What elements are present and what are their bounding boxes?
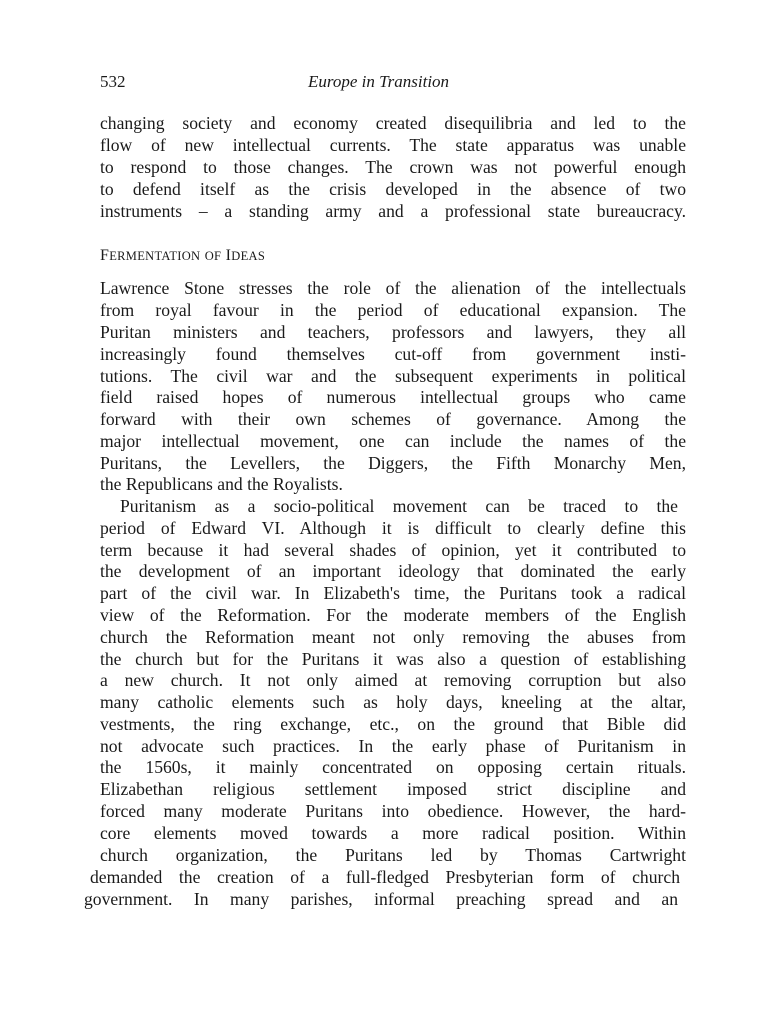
text-line: government. In many parishes, informal preaching spread and an <box>84 889 678 909</box>
text-line: changing society and economy created disequilibria and led to the <box>100 113 686 133</box>
text-line: the Republicans and the Royalists. <box>100 474 343 494</box>
text-line: instruments – a standing army and a professional state bureaucracy. <box>100 201 686 221</box>
text-line: Lawrence Stone stresses the role of the alienation of the intellectuals <box>100 278 686 298</box>
text-line: church organization, the Puritans led by Thomas Cartwright <box>100 845 686 865</box>
heading-initial: I <box>225 247 232 264</box>
text-line: increasingly found themselves cut-off from government insti- <box>100 344 686 364</box>
text-line: view of the Reformation. For the moderate members of the English <box>100 605 686 625</box>
text-line: to defend itself as the crisis developed in the absence of two <box>100 179 686 199</box>
page-number: 532 <box>100 72 126 91</box>
text-line: period of Edward VI. Although it is difficult to clearly define this <box>100 518 686 538</box>
heading-initial: F <box>100 247 110 264</box>
heading-smallcaps: ERMENTATION <box>109 249 201 263</box>
heading-smallcaps: DEAS <box>231 249 266 263</box>
text-line: major intellectual movement, one can include the names of the <box>100 431 686 451</box>
text-line: Puritans, the Levellers, the Diggers, the Fifth Monarchy Men, <box>100 453 686 473</box>
text-line: forced many moderate Puritans into obedience. However, the hard- <box>100 801 686 821</box>
text-line: a new church. It not only aimed at removing corruption but also <box>100 670 686 690</box>
text-line: field raised hopes of numerous intellectual groups who came <box>100 387 686 407</box>
text-line: forward with their own schemes of governance. Among the <box>100 409 686 429</box>
text-line: part of the civil war. In Elizabeth's time, the Puritans took a radical <box>100 583 686 603</box>
text-line: Puritanism as a socio-political movement can be traced to the <box>120 496 678 516</box>
running-header <box>100 72 680 98</box>
text-line: from royal favour in the period of educational expansion. The <box>100 300 686 320</box>
text-line: core elements moved towards a more radical position. Within <box>100 823 686 843</box>
text-line: not advocate such practices. In the early phase of Puritanism in <box>100 736 686 756</box>
text-line: church the Reformation meant not only removing the abuses from <box>100 627 686 647</box>
heading-smallcaps: OF <box>204 249 222 263</box>
text-line: Elizabethan religious settlement imposed strict discipline and <box>100 779 686 799</box>
text-line: many catholic elements such as holy days, kneeling at the altar, <box>100 692 686 712</box>
text-line: the development of an important ideology that dominated the early <box>100 561 686 581</box>
text-line: term because it had several shades of opinion, yet it contributed to <box>100 540 686 560</box>
text-line: to respond to those changes. The crown was not powerful enough <box>100 157 686 177</box>
text-line: the 1560s, it mainly concentrated on opposing certain rituals. <box>100 757 686 777</box>
text-line: vestments, the ring exchange, etc., on the ground that Bible did <box>100 714 686 734</box>
text-line: demanded the creation of a full-fledged Presbyterian form of church <box>90 867 680 887</box>
text-line: Puritan ministers and teachers, professors and lawyers, they all <box>100 322 686 342</box>
section-heading <box>100 247 265 265</box>
text-line: flow of new intellectual currents. The state apparatus was unable <box>100 135 686 155</box>
running-title: Europe in Transition <box>308 72 450 91</box>
text-line: the church but for the Puritans it was also a question of establishing <box>100 649 686 669</box>
text-line: tutions. The civil war and the subsequent experiments in political <box>100 366 686 386</box>
